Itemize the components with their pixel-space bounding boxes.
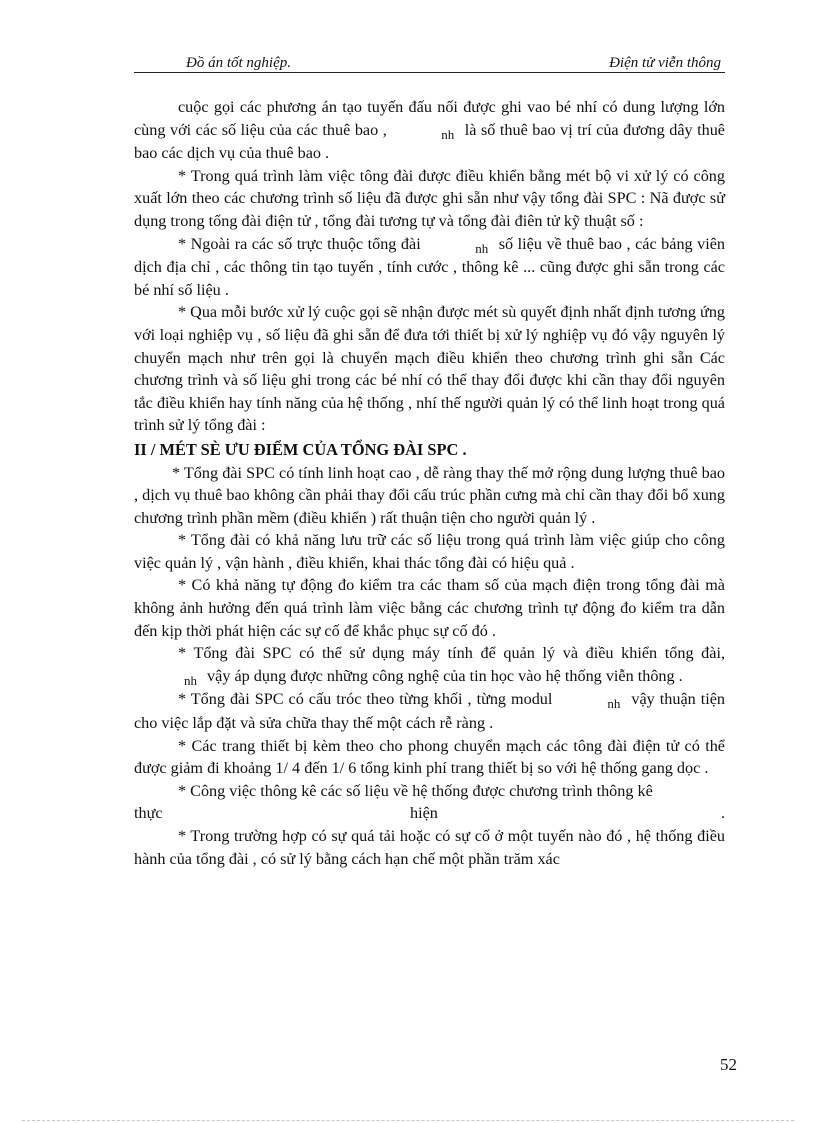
- paragraph-text: vậy áp dụng được những công nghệ của tin học vào hệ thống viễn thông .: [207, 666, 683, 685]
- paragraph: [134, 233, 725, 302]
- paragraph-text: * Ngoài ra các số trực thuộc tổng đài: [178, 234, 421, 253]
- paragraph: * Tổng đài SPC có tính linh hoạt cao , dễ ràng thay thế mở rộng dung lượng thuê bao , dịch vụ thuê bao không cần phải thay đổi cấu trúc phần cưng mà chỉ cần thay đổi bổ xung chương trình phần mềm (điều khiển ) rất thuận tiện cho người quản lý .: [134, 463, 725, 527]
- paragraph-text: là số thuê bao vị trí của đương dây thuê bao các dịch vụ của thuê bao .: [134, 120, 725, 163]
- split-word-left: thực: [134, 804, 163, 823]
- paragraph: [134, 688, 725, 734]
- section-heading: II / MÉT SÈ ƯU ĐIỂM CỦA TỔNG ĐÀI SPC .: [134, 439, 467, 459]
- paragraph: * Có khả năng tự động đo kiểm tra các tham số của mạch điện trong tổng đài mà không ảnh hưởng đến quá trình làm việc bằng các chương trình tự động đo kiểm tra dẫn đến kịp thời phát hiện các sự cố để khắc phục sự cố đó .: [134, 576, 725, 640]
- paragraph-text: * Tổng đài SPC có cấu tróc theo từng khối , từng modul: [178, 690, 553, 709]
- paragraph: * Qua mỗi bước xử lý cuộc gọi sẽ nhận được mét sù quyết định nhất định tương ứng với loại nghiệp vụ , số liệu đã ghi sẵn để đưa tới thiết bị xử lý nghiệp vụ đó vậy nguyên lý chuyển mạch như trên gọi là chuyển mạch điều khiển theo chương trình ghi sẵn Các chương trình và số liệu ghi trong các bé nhí có thể thay đổi được khi cần thay đổi nguyên tắc điều khiển hay tính năng của hệ thống , nhí thế người quản lý có thể linh hoạt trong quá trình sử lý tổng đài :: [134, 303, 725, 435]
- page-number: 52: [720, 1055, 737, 1074]
- page-header: [134, 52, 725, 73]
- paragraph: * Trong trường hợp có sự quá tải hoặc có sự cố ở một tuyến nào đó , hệ thống điều hành của tổng đài , có sử lý bằng cách hạn chế một phần trăm xác: [134, 827, 725, 868]
- header-left-title: Đồ án tốt nghiệp.: [186, 55, 291, 71]
- split-word-middle: hiện: [410, 804, 438, 823]
- split-line: [134, 802, 725, 825]
- paragraph-text: số liệu về thuê bao , các bảng viên dịch địa chỉ , các thông tin tạo tuyến , tính cước , thông kê ... cũng được ghi sẵn trong các bé nhí số liệu .: [134, 234, 726, 299]
- paragraph-text: cuộc gọi các phương án tạo tuyến đấu nối được ghi vao bé nhí có dung lượng lớn cùng với các số liệu của các thuê bao ,: [134, 98, 725, 139]
- paragraph: * Tổng đài có khả năng lưu trữ các số liệu trong quá trình làm việc giúp cho công việc quản lý , vận hành , điều khiển, khai thác tổng đài có hiệu quả .: [134, 531, 725, 572]
- paragraph: * Các trang thiết bị kèm theo cho phong chuyển mạch các tông đài điện tử có thể được giảm đi khoảng 1/ 4 đến 1/ 6 tổng kinh phí trang thiết bị so với hệ thống gang dọc .: [134, 736, 725, 778]
- footer-divider: [22, 1120, 794, 1121]
- subscript-text: nh: [475, 240, 489, 256]
- document-body: [134, 96, 725, 870]
- paragraph: * Trong quá trình làm việc tông đài được điều khiển bằng mét bộ vi xử lý có công xuất lớn theo các chương trình số liệu đã được ghi sẵn như vậy tổng đài SPC : Nã được sử dụng trong tổng đài điện tử , tổng đài tương tự và tổng đài điên tử kỹ thuật số :: [134, 166, 725, 230]
- paragraph: [134, 642, 725, 688]
- paragraph-text: * Tổng đài SPC có thể sử dụng máy tính để quản lý và điều khiển tổng đài,: [178, 644, 725, 663]
- subscript-text: nh: [184, 672, 197, 688]
- subscript-text: nh: [441, 126, 455, 142]
- paragraph: * Công việc thông kê các số liệu về hệ thống được chương trình thông kê: [178, 781, 653, 800]
- header-right-title: Điện tử viễn thông: [609, 55, 721, 71]
- paragraph: [134, 96, 725, 165]
- paragraph-text: vậy thuận tiện cho việc lắp đặt và sửa chữa thay thế một cách rễ ràng .: [134, 690, 726, 733]
- split-word-end: .: [720, 804, 725, 823]
- subscript-text: nh: [607, 696, 621, 712]
